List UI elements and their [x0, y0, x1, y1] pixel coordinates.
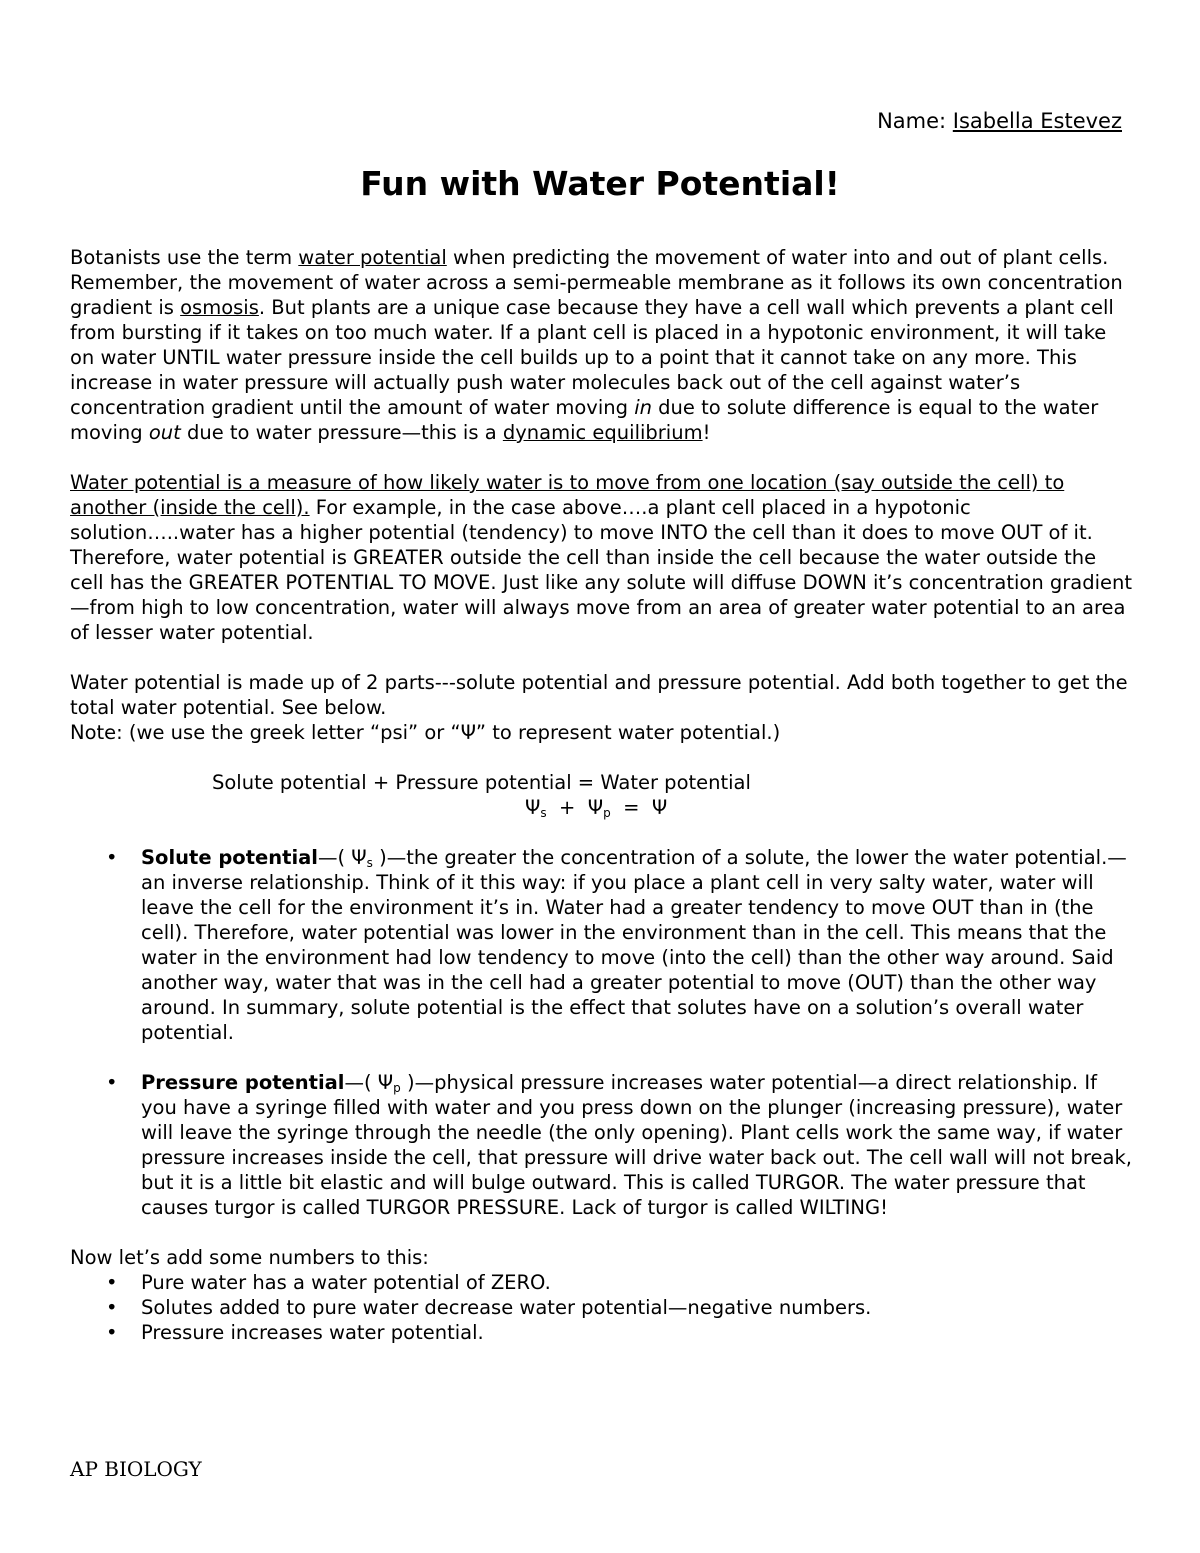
- list-item: [70, 1295, 1135, 1320]
- pressure-symbol: —( Ψ: [344, 1071, 394, 1094]
- equation-words: Solute potential + Pressure potential = Water potential: [212, 771, 751, 794]
- bullet-icon: •: [106, 1271, 118, 1294]
- emphasis-in: in: [634, 396, 652, 419]
- equals-sign: =: [610, 796, 652, 819]
- intro-text-1: Botanists use the term: [70, 246, 299, 269]
- intro-text-2: when predicting the movement of water into and out of plant cells. Remember, the movement of water across a semi-permeable membrane as it follows its own concentration gradient is: [70, 246, 1123, 319]
- psi-symbol: Ψ: [587, 796, 604, 819]
- list-item-text: Pressure increases water potential.: [141, 1321, 484, 1344]
- definition-text: For example, in the case above….a plant cell placed in a hypotonic solution…..water has a higher potential (tendency) to move INTO the cell than it does to move OUT of it. Therefore, water potential is GREATER outside the cell than inside the cell because the water outside the cell has the GREATER POTENTIAL TO MOVE. Just like any solute will diffuse DOWN it’s concentration gradient—from high to low concentration, water will always move from an area of greater water potential to an area of lesser water potential.: [70, 496, 1133, 644]
- term-dynamic-equilibrium: dynamic equilibrium: [502, 421, 703, 444]
- list-item-text: Pure water has a water potential of ZERO.: [141, 1271, 551, 1294]
- list-item: [70, 1270, 1135, 1295]
- list-item-text: Solutes added to pure water decrease water potential—negative numbers.: [141, 1296, 872, 1319]
- plus-sign: +: [546, 796, 588, 819]
- student-name: Isabella Estevez: [952, 109, 1122, 133]
- intro-text-3: . But plants are a unique case because they have a cell wall which prevents a plant cell from bursting if it takes on too much water. If a plant cell is placed in a hypotonic environment, it will take on water UNTIL water pressure inside the cell builds up to a point that it cannot take on any more. This increase in water pressure will actually push water molecules back out of the cell against water’s concentration gradient until the amount of water moving: [70, 296, 1114, 419]
- psi-symbol: Ψ: [651, 796, 668, 819]
- intro-text-6: !: [702, 421, 711, 444]
- list-item-pressure: [70, 1070, 1135, 1220]
- solute-text: —the greater the concentration of a solute, the lower the water potential.—an inverse relationship. Think of it this way: if you place a plant cell in very salty water, water will leave the cell for the environment it’s in. Water had a greater tendency to move OUT than in (the cell). Therefore, water potential was lower in the environment than in the cell. This means that the water in the environment had low tendency to move (into the cell) than the other way around. Said another way, water that was in the cell had a greater potential to move (OUT) than the other way around. In summary, solute potential is the effect that solutes have on a solution’s overall water potential.: [141, 846, 1127, 1044]
- parts-line-1: Water potential is made up of 2 parts---solute potential and pressure potential. Add both together to get the total water potential. See below.: [70, 671, 1128, 719]
- numbers-list: [70, 1270, 1135, 1345]
- document-body: [70, 245, 1135, 1345]
- solute-symbol: —( Ψ: [317, 846, 367, 869]
- subscript-p: p: [603, 806, 611, 820]
- bullet-icon: •: [106, 846, 118, 869]
- equation-symbols: [525, 795, 1135, 820]
- parts-paragraph: [70, 670, 1135, 745]
- name-label: Name:: [877, 109, 947, 133]
- psi-symbol: Ψ: [525, 796, 541, 819]
- definition-underlined: Water potential is a measure of how likely water is to move from one location (say outside the cell) to another (inside the cell).: [70, 471, 1065, 519]
- definition-paragraph: [70, 470, 1135, 645]
- bullet-icon: •: [106, 1071, 118, 1094]
- bullet-icon: •: [106, 1296, 118, 1319]
- pressure-label: Pressure potential: [141, 1071, 345, 1094]
- name-line: [877, 108, 1122, 134]
- subscript-s: s: [540, 806, 547, 820]
- solute-subscript: s: [366, 856, 373, 870]
- bullet-icon: •: [106, 1321, 118, 1344]
- term-osmosis: osmosis: [180, 296, 259, 319]
- pressure-close: ): [400, 1071, 415, 1094]
- pressure-subscript: p: [393, 1081, 401, 1095]
- pressure-text: —physical pressure increases water potential—a direct relationship. If you have a syringe filled with water and you press down on the plunger (increasing pressure), water will leave the syringe through the needle (the only opening). Plant cells work the same way, if water pressure increases inside the cell, that pressure will drive water back out. The cell wall will not break, but it is a little bit elastic and will bulge outward. This is called TURGOR. The water pressure that causes turgor is called TURGOR PRESSURE. Lack of turgor is called WILTING!: [141, 1071, 1132, 1219]
- emphasis-out: out: [148, 421, 181, 444]
- solute-close: ): [372, 846, 387, 869]
- numbers-intro: Now let’s add some numbers to this:: [70, 1246, 429, 1269]
- page-title: Fun with Water Potential!: [360, 164, 840, 203]
- term-water-potential: water potential: [298, 246, 447, 269]
- intro-text-4: due to solute difference is equal to the water moving: [70, 396, 1099, 444]
- potential-list: [70, 845, 1135, 1220]
- solute-label: Solute potential: [141, 846, 318, 869]
- list-item: [70, 1320, 1135, 1345]
- list-item-solute: [70, 845, 1135, 1045]
- intro-paragraph: [70, 245, 1135, 445]
- footer-label: AP BIOLOGY: [70, 1457, 202, 1481]
- parts-note: Note: (we use the greek letter “psi” or “Ψ” to represent water potential.): [70, 721, 781, 744]
- intro-text-5: due to water pressure—this is a: [180, 421, 503, 444]
